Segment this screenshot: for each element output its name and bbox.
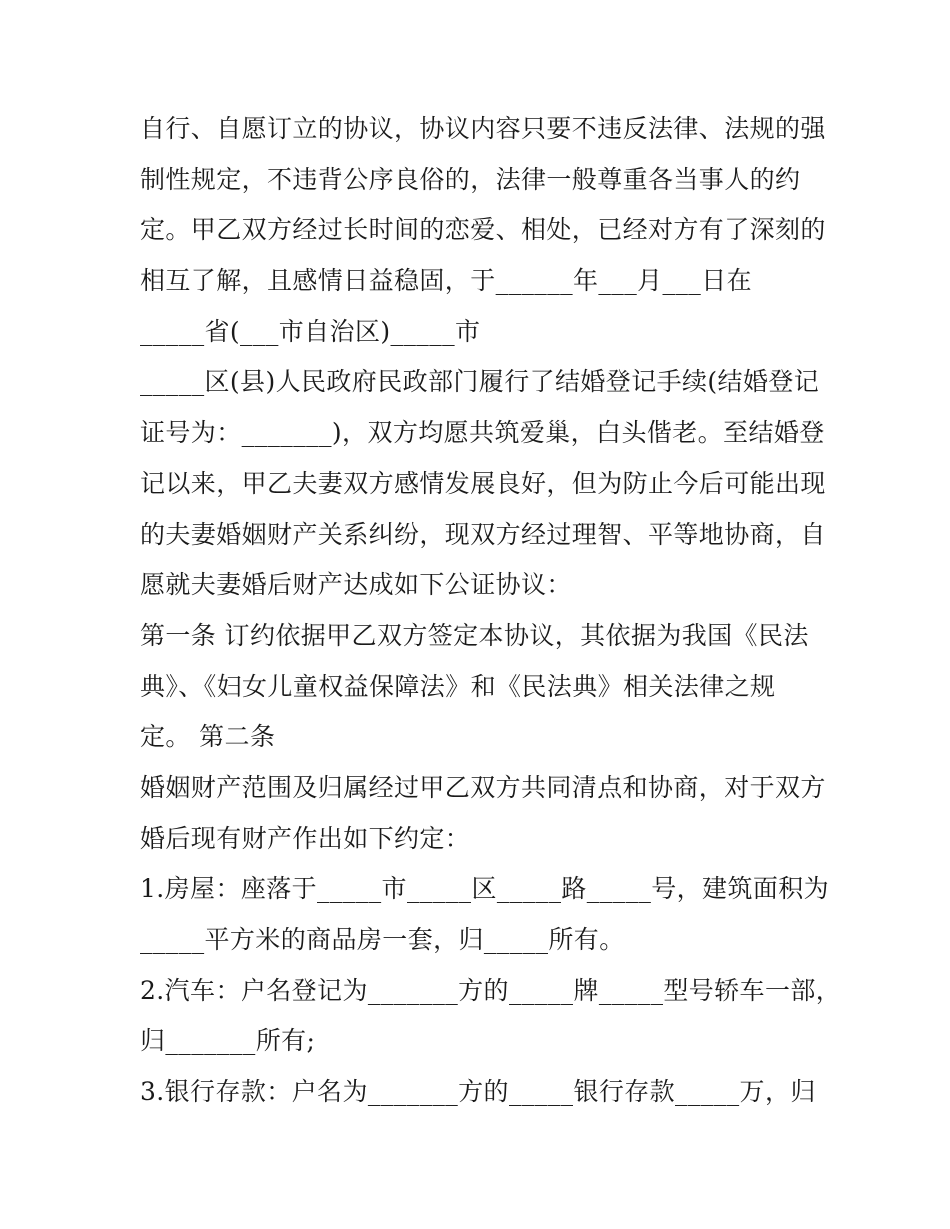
text-line: 定。甲乙双方经过长时间的恋爱、相处，已经对方有了深刻的 xyxy=(140,215,826,245)
document-body xyxy=(140,104,842,1118)
text-line: 婚姻财产范围及归属经过甲乙双方共同清点和协商，对于双方 xyxy=(140,772,826,802)
text-line: _____区(县)人民政府民政部门履行了结婚登记手续(结婚登记 xyxy=(140,367,820,397)
text-line: 愿就夫妻婚后财产达成如下公证协议： xyxy=(140,570,572,600)
text-line: 证号为：_______)，双方均愿共筑爱巢，白头偕老。至结婚登 xyxy=(140,418,825,448)
text-line: 归_______所有; xyxy=(140,1026,316,1056)
text-line: 婚后现有财产作出如下约定： xyxy=(140,823,471,853)
text-line: 记以来，甲乙夫妻双方感情发展良好，但为防止今后可能出现 xyxy=(140,468,826,498)
text-line: 的夫妻婚姻财产关系纠纷，现双方经过理智、平等地协商，自 xyxy=(140,519,826,549)
text-line: 制性规定，不违背公序良俗的，法律一般尊重各当事人的约 xyxy=(140,164,801,194)
article-line: 第一条 订约依据甲乙双方签定本协议，其依据为我国《民法 xyxy=(140,620,809,650)
text-line: 相互了解，且感情日益稳固，于______年___月___日在 xyxy=(140,266,753,296)
list-item-house: 1.房屋：座落于_____市_____区_____路_____号，建筑面积为 xyxy=(140,874,830,904)
list-item-car: 2.汽车：户名登记为_______方的_____牌_____型号轿车一部， xyxy=(140,975,842,1005)
article-line: 定。 第二条 xyxy=(140,722,276,752)
text-line: _____平方米的商品房一套，归_____所有。 xyxy=(140,925,625,954)
text-line: 典》、《妇女儿童权益保障法》和《民法典》相关法律之规 xyxy=(140,671,776,701)
text-line: 自行、自愿订立的协议，协议内容只要不违反法律、法规的强 xyxy=(140,114,826,143)
text-line: _____省(___市自治区)_____市 xyxy=(140,316,481,346)
list-item-deposit: 3.银行存款：户名为_______方的_____银行存款_____万，归 xyxy=(140,1077,816,1107)
